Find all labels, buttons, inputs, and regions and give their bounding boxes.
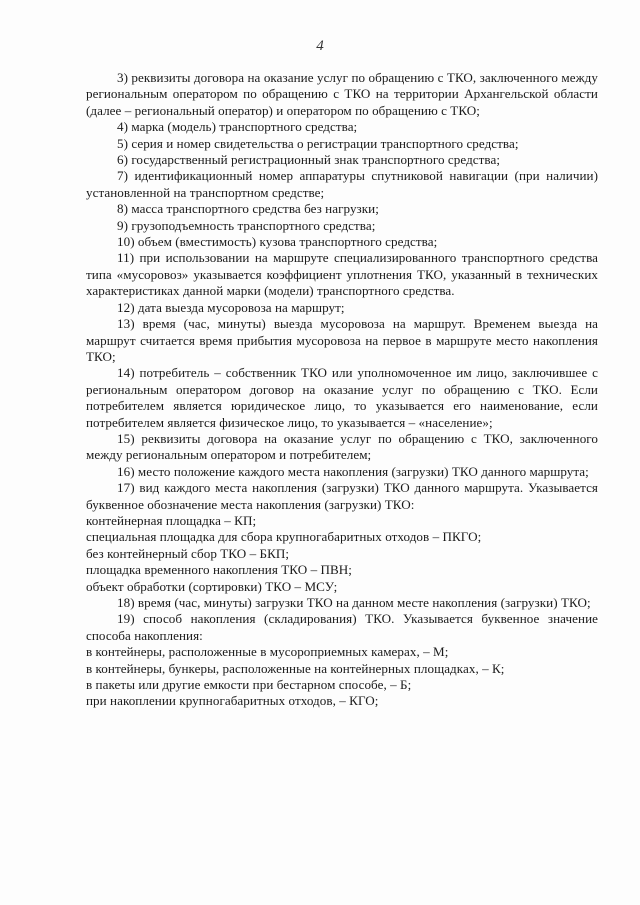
page-number: 4 <box>316 38 324 54</box>
list-item: 9) грузоподъемность транспортного средства; <box>117 217 376 233</box>
list-item: 7) идентификационный номер аппаратуры спутниковой навигации (при наличии) установленной на транспортном средстве; <box>86 168 598 200</box>
list-subitem: контейнерная площадка – КП; <box>86 512 257 528</box>
list-subitem: в пакеты или другие емкости при бестарном способе, – Б; <box>86 677 412 693</box>
list-item: 17) вид каждого места накопления (загрузки) ТКО данного маршрута. Указывается буквенное обозначение места накопления (загрузки) ТКО: <box>86 480 598 512</box>
list-item: 13) время (час, минуты) выезда мусоровоза на маршрут. Временем выезда на маршрут считается время прибытия мусоровоза на первое в маршруте место накопления ТКО; <box>86 316 598 364</box>
document-body <box>86 70 598 710</box>
list-item: 14) потребитель – собственник ТКО или уполномоченное им лицо, заключившее с региональным оператором договор на оказание услуг по обращению с ТКО. Если потребителем является юридическое лицо, то указывается его наименование, если потребителем является физическое лицо, то указывается – «население»; <box>86 365 598 430</box>
list-item: 4) марка (модель) транспортного средства; <box>117 119 358 135</box>
list-item: 12) дата выезда мусоровоза на маршрут; <box>117 299 345 315</box>
list-item: 16) место положение каждого места накопления (загрузки) ТКО данного маршрута; <box>117 463 589 479</box>
list-subitem: площадка временного накопления ТКО – ПВН; <box>86 562 352 578</box>
list-item: 15) реквизиты договора на оказание услуг по обращению с ТКО, заключенного между региональным оператором и потребителем; <box>86 430 598 463</box>
list-subitem: при накоплении крупногабаритных отходов, – КГО; <box>86 693 379 709</box>
list-item: 6) государственный регистрационный знак транспортного средства; <box>117 152 501 168</box>
list-subitem: в контейнеры, бункеры, расположенные на контейнерных площадках, – К; <box>86 660 505 676</box>
list-item: 19) способ накопления (складирования) ТКО. Указывается буквенное значение способа накопления: <box>86 611 598 643</box>
list-subitem: специальная площадка для сбора крупногабаритных отходов – ПКГО; <box>86 529 482 545</box>
list-item: 8) масса транспортного средства без нагрузки; <box>117 201 379 217</box>
list-item: 18) время (час, минуты) загрузки ТКО на данном месте накопления (загрузки) ТКО; <box>117 595 591 610</box>
list-item: 5) серия и номер свидетельства о регистрации транспортного средства; <box>117 135 519 151</box>
list-subitem: без контейнерный сбор ТКО – БКП; <box>86 545 290 561</box>
list-item: 10) объем (вместимость) кузова транспортного средства; <box>117 234 438 250</box>
list-item: 11) при использовании на маршруте специализированного транспортного средства типа «мусоровоз» указывается коэффициент уплотнения ТКО, указанный в технических характеристиках данной марки (модели) транспортного средства. <box>86 250 598 299</box>
list-subitem: в контейнеры, расположенные в мусороприемных камерах, – М; <box>86 644 449 660</box>
list-subitem: объект обработки (сортировки) ТКО – МСУ; <box>86 578 338 594</box>
list-item: 3) реквизиты договора на оказание услуг по обращению с ТКО, заключенного между региональным оператором по обращению с ТКО на территории Архангельской области (далее – региональный оператор) и оператором по обращению с ТКО; <box>86 70 598 118</box>
